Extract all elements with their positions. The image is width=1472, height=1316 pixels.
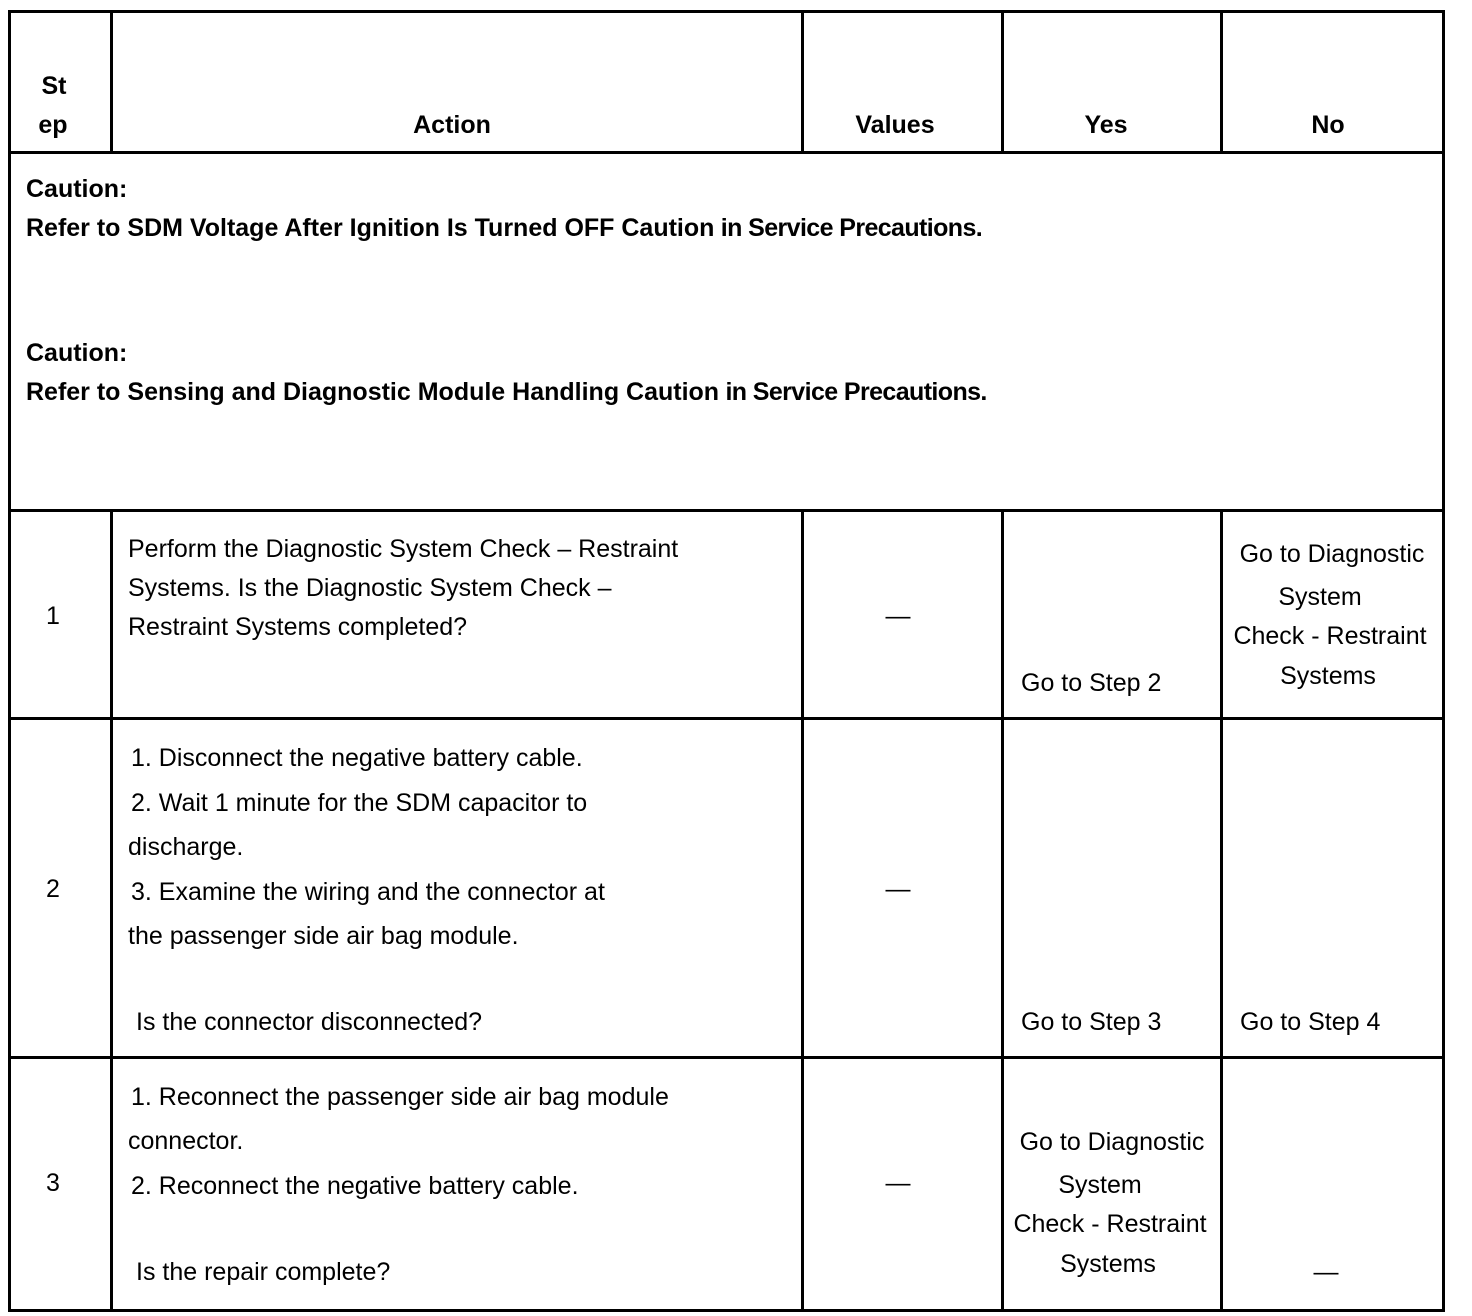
action-line: Systems. Is the Diagnostic System Check – <box>128 574 612 602</box>
caution-label: Caution: <box>26 339 128 367</box>
action-line: Perform the Diagnostic System Check – Restraint <box>128 535 679 563</box>
action-question: Is the repair complete? <box>136 1258 391 1286</box>
values-cell: — <box>885 875 911 903</box>
yes-cell-line: Check - Restraint <box>1013 1210 1207 1238</box>
yes-cell: Go to Step 3 <box>1021 1008 1162 1036</box>
row2-divider <box>8 1056 1445 1059</box>
col-divider-yes <box>1220 10 1223 153</box>
caution-text-suffix: in Service Precautions. <box>714 214 983 242</box>
step-number: 1 <box>46 602 60 630</box>
header-divider <box>8 151 1445 154</box>
step-number: 2 <box>46 875 60 903</box>
caution-text <box>26 216 982 241</box>
caution-text <box>26 380 987 405</box>
action-line: 2. Wait 1 minute for the SDM capacitor to <box>131 789 588 817</box>
action-line: connector. <box>128 1127 244 1155</box>
no-cell-line: Go to Diagnostic <box>1239 540 1425 568</box>
no-cell-line: Check - Restraint <box>1233 622 1427 650</box>
yes-cell-line: Go to Diagnostic <box>1019 1128 1205 1156</box>
action-line: 3. Examine the wiring and the connector at <box>131 878 605 906</box>
header-yes: Yes <box>1084 111 1128 139</box>
col-divider-values <box>1001 10 1004 153</box>
header-no: No <box>1311 111 1345 139</box>
header-values: Values <box>855 111 935 139</box>
col-divider-step <box>110 509 113 1312</box>
no-cell: Go to Step 4 <box>1240 1008 1381 1036</box>
caution-text-bold: Refer to Sensing and Diagnostic Module Handling Caution <box>26 378 720 406</box>
col-divider-action <box>801 509 804 1312</box>
caution-label: Caution: <box>26 175 128 203</box>
no-cell-line: Systems <box>1280 662 1376 690</box>
yes-cell-line: System <box>1058 1171 1142 1199</box>
col-divider-action <box>801 10 804 153</box>
values-cell: — <box>885 602 911 630</box>
col-divider-values <box>1001 509 1004 1312</box>
action-line: discharge. <box>128 833 244 861</box>
values-cell: — <box>885 1169 911 1197</box>
action-line: Restraint Systems completed? <box>128 613 468 641</box>
row1-divider <box>8 717 1445 720</box>
header-step-line2: ep <box>38 111 68 139</box>
diagnostic-table <box>8 10 1445 1312</box>
caution-text-bold: Refer to SDM Voltage After Ignition Is Turned OFF Caution <box>26 214 715 242</box>
action-line: 1. Disconnect the negative battery cable. <box>131 744 583 772</box>
caution-divider <box>8 509 1445 512</box>
action-line: the passenger side air bag module. <box>128 922 519 950</box>
col-divider-step <box>110 10 113 153</box>
caution-text-suffix: in Service Precautions. <box>719 378 987 406</box>
step-number: 3 <box>46 1169 60 1197</box>
action-line: 2. Reconnect the negative battery cable. <box>131 1172 579 1200</box>
header-step-line1: St <box>41 72 67 100</box>
no-cell-line: System <box>1278 583 1362 611</box>
no-cell: — <box>1313 1258 1339 1286</box>
action-line: 1. Reconnect the passenger side air bag module <box>131 1083 669 1111</box>
yes-cell-line: Systems <box>1060 1250 1156 1278</box>
action-question: Is the connector disconnected? <box>136 1008 483 1036</box>
header-action: Action <box>413 111 491 139</box>
yes-cell: Go to Step 2 <box>1021 669 1162 697</box>
col-divider-yes <box>1220 509 1223 1312</box>
